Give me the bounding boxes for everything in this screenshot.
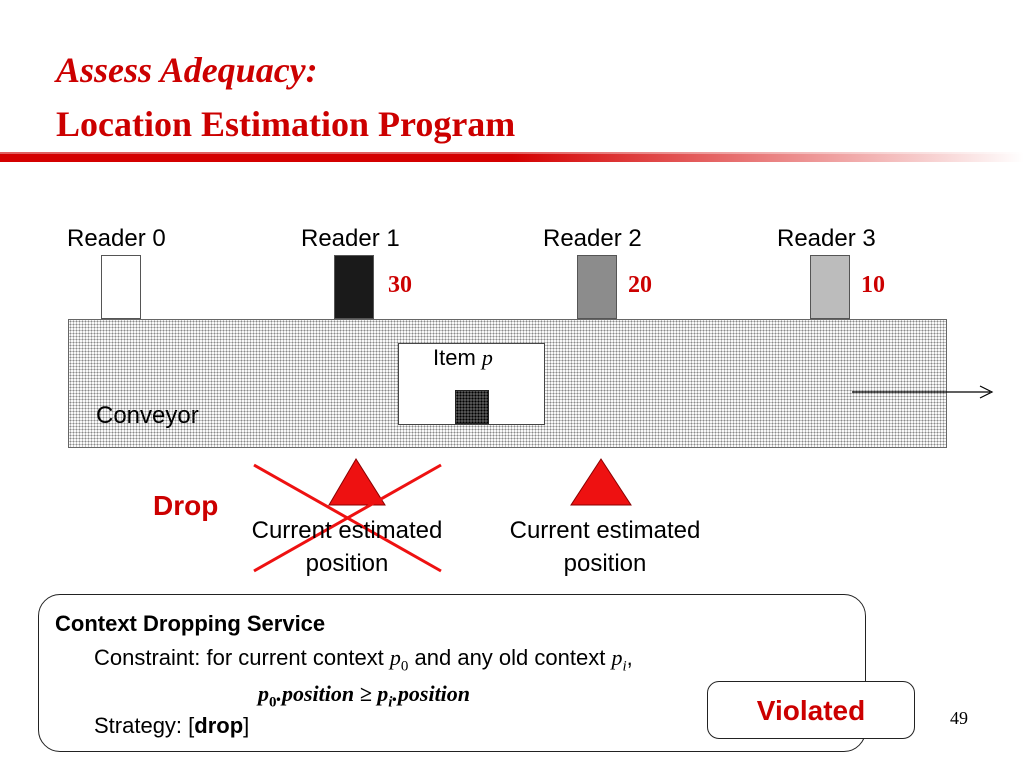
formula-part-2: .position [392,681,471,706]
constraint-var-pi: p [611,645,623,670]
formula-sub-0: 0 [269,694,277,711]
reader-3-label: Reader 3 [777,225,876,252]
reader-1-label: Reader 1 [301,225,400,252]
context-service-heading: Context Dropping Service [55,611,326,636]
reader-1-count: 30 [388,272,412,298]
violated-label: Violated [756,695,866,726]
title-line-2: Location Estimation Program [56,104,516,144]
reader-0-label: Reader 0 [67,225,166,252]
constraint-sub-i: i [622,658,627,675]
constraint-var-p0: p [389,645,401,670]
strategy-suffix: ] [243,713,250,738]
reader-2-count: 20 [628,272,652,298]
formula-part-1: .position ≥ [276,681,378,706]
conveyor-label: Conveyor [96,402,199,429]
constraint-suffix: , [626,645,633,670]
strategy-prefix: Strategy: [ [94,713,195,738]
drop-label: Drop [153,490,219,521]
reader-2-label: Reader 2 [543,225,642,252]
position-marker-1-icon [329,459,385,505]
formula-var-pi: p [377,681,389,706]
position-marker-2-icon [571,459,631,505]
item-label-var: p [481,345,493,370]
strategy-line [94,713,249,739]
current-position-1-line1: Current estimated [251,517,443,544]
formula-var-p0: p [258,681,269,706]
current-position-label-2 [490,514,720,580]
constraint-formula [258,681,470,711]
constraint-line [94,645,633,675]
title-line-1: Assess Adequacy: [56,50,318,90]
reader-3-count: 10 [861,272,885,298]
constraint-mid: and any old context [408,645,612,670]
current-position-2-line1: Current estimated [509,517,701,544]
constraint-sub-0: 0 [400,658,409,675]
current-position-label-1 [232,514,462,580]
strategy-value: drop [194,713,244,738]
item-label-text: Item [433,345,476,370]
constraint-prefix: Constraint: for current context [94,645,390,670]
current-position-1-line2: position [305,550,389,577]
formula-sub-i: i [388,694,393,711]
current-position-2-line2: position [563,550,647,577]
page-number: 49 [950,708,968,728]
